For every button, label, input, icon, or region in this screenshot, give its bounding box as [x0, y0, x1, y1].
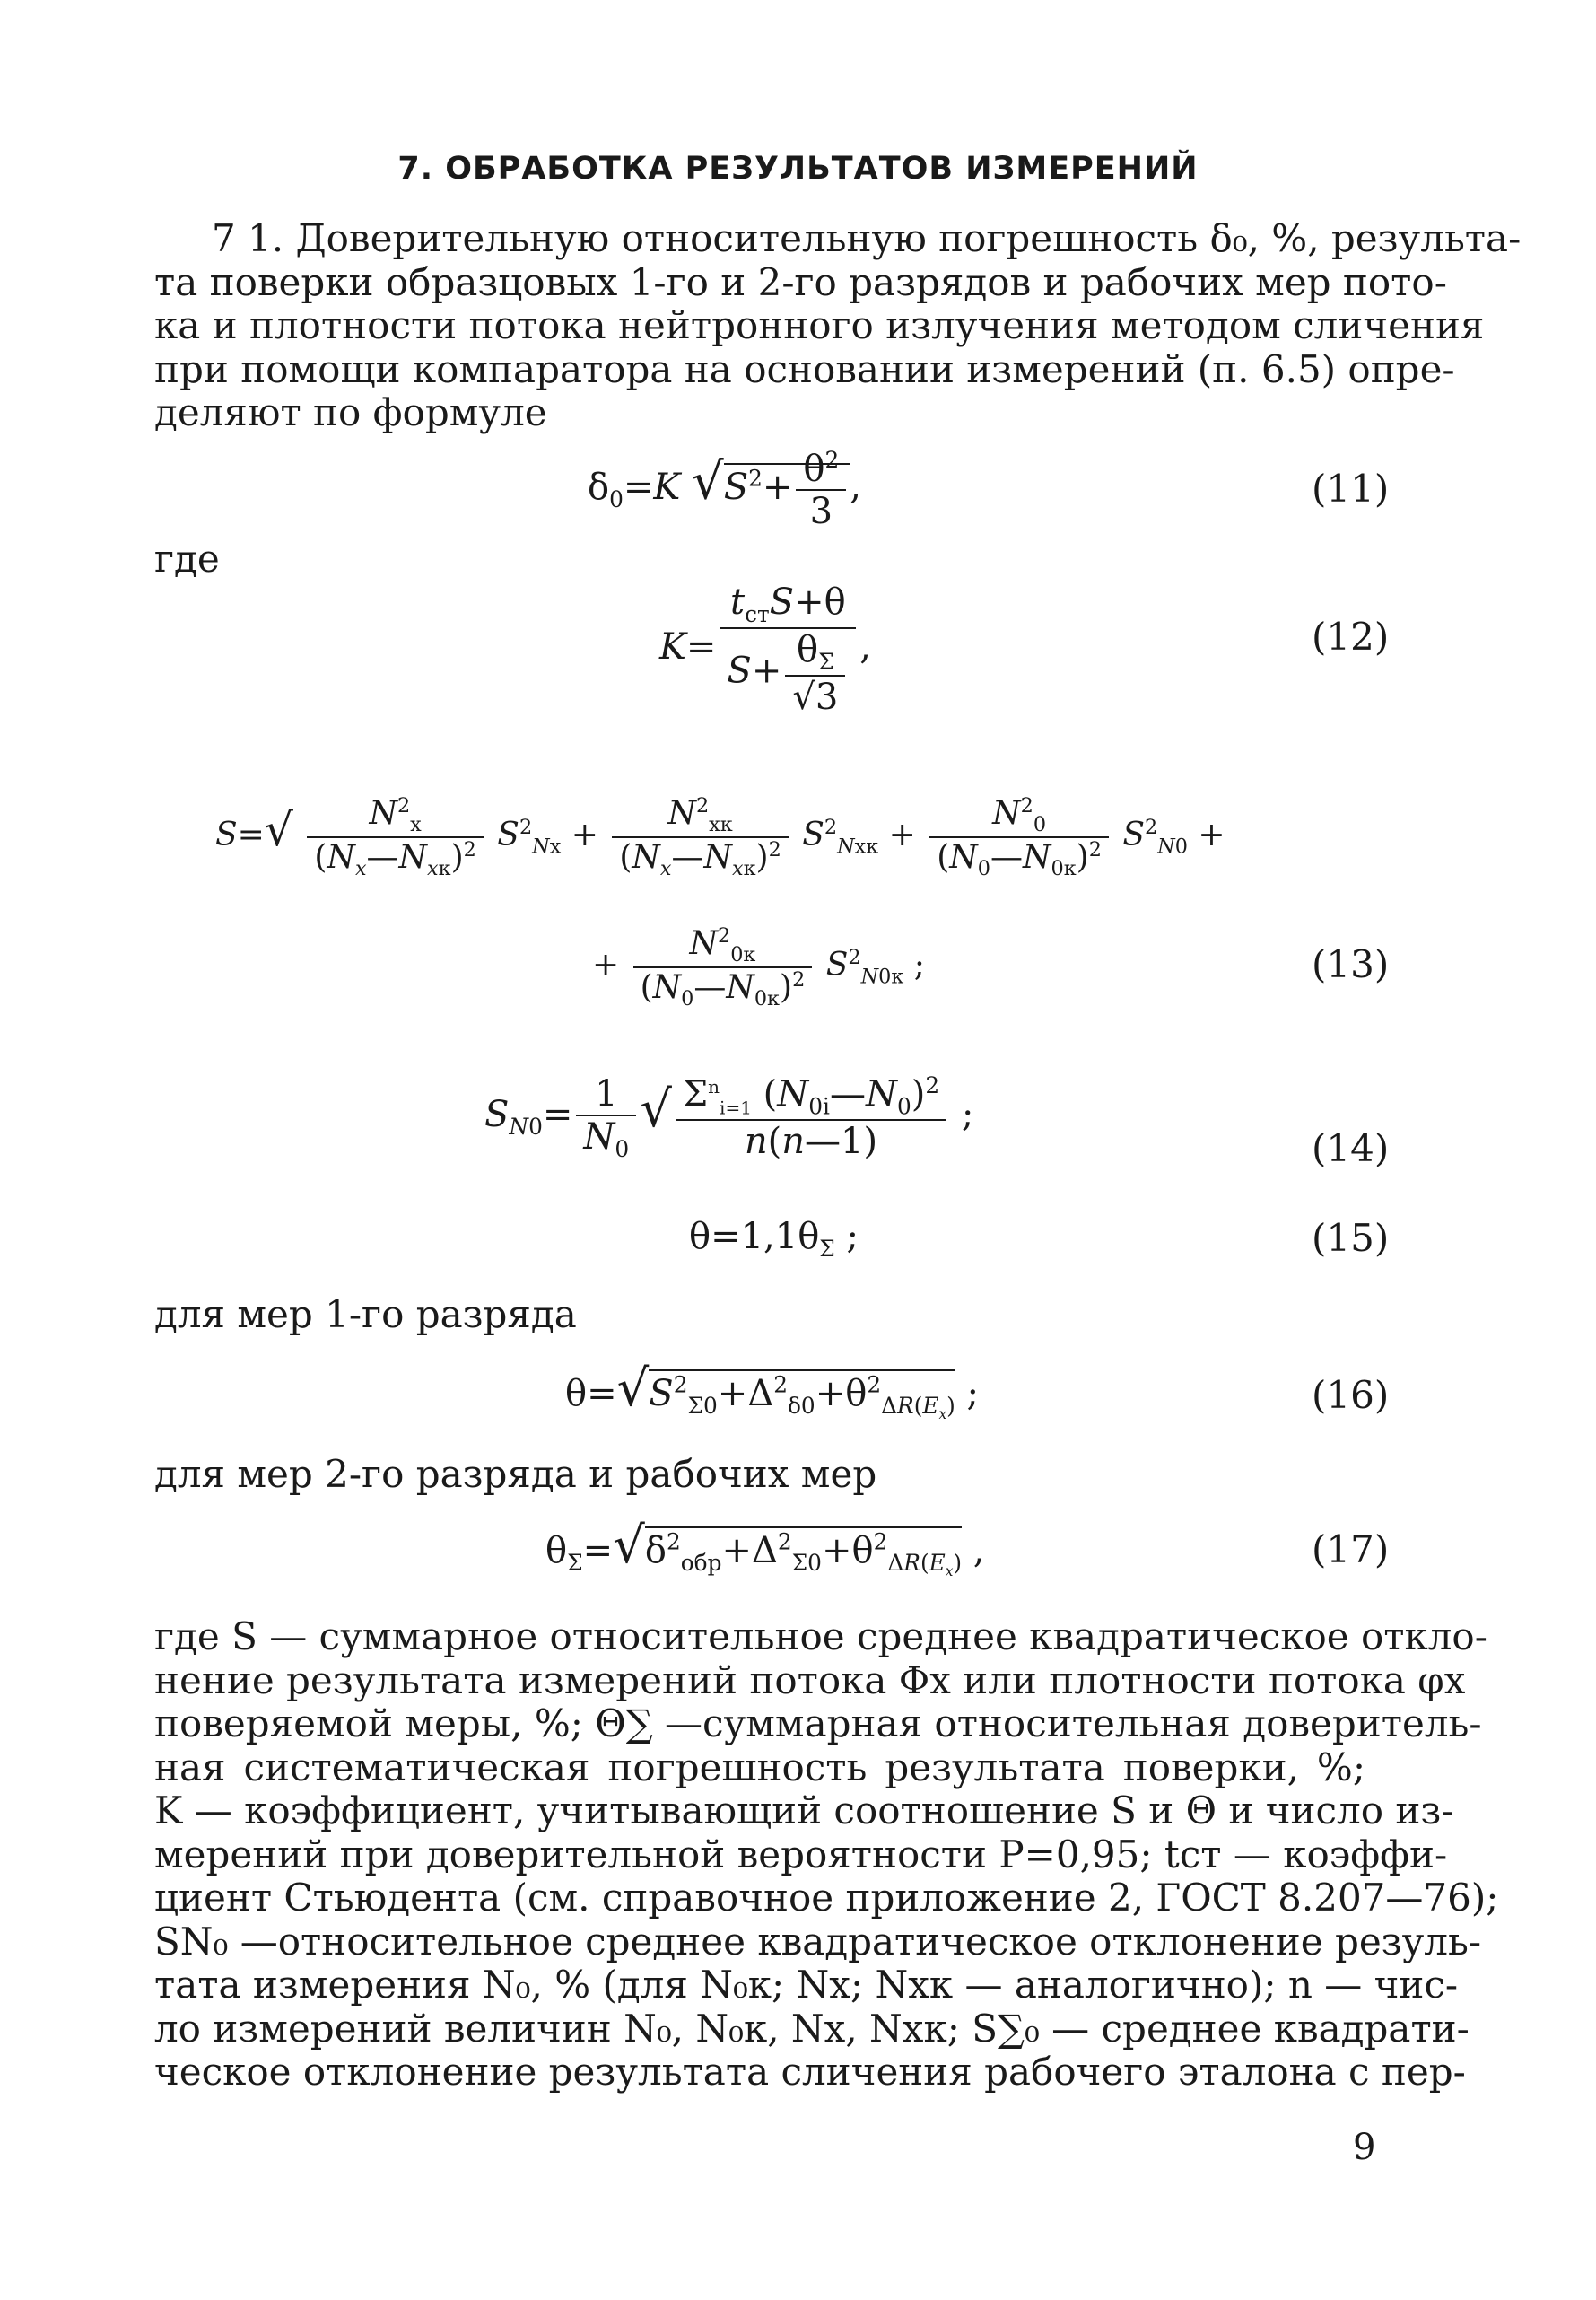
equation-number-13: (13) [1312, 942, 1390, 986]
equation-12: K= $t_{ст}S+\theta$ S+ $\frac{\theta_\Sigma}{√3}$ , [659, 582, 871, 718]
intro-line: деляют по формуле [154, 390, 547, 434]
equation-13-line1: S=√ $\frac{N^2_x}{(N_x—N_{xк})^2}$ $S^2_{Nx}$ + $\frac{N^2_{xк}}{(N_x—N_{xк})^2}$ $S^2_{Nxк}$ + $\frac{N^2_0}{(N_0—N_{0к})^2}$ $S^2_{N0}$ + [215, 794, 1225, 881]
intro-line: ка и плотности потока нейтронного излучения методом сличения [154, 303, 1485, 347]
definition-line: нение результата измерений потока Φx или плотности потока φx [154, 1657, 1466, 1702]
section-heading: 7. ОБРАБОТКА РЕЗУЛЬТАТОВ ИЗМЕРЕНИЙ [397, 151, 1199, 187]
equation-11: $\delta_0=K$ $√S^2+$ $\frac{\theta^2}{3}$ , [588, 447, 861, 533]
intro-line: 7 1. Доверительную относительную погрешность δ₀, %, результа- [212, 216, 1522, 260]
intro-line: та поверки образцовых 1-го и 2-го разрядов и рабочих мер пото- [154, 259, 1447, 304]
equation-number-12: (12) [1312, 615, 1390, 659]
where-label: где [154, 537, 220, 581]
page-number: 9 [1353, 2127, 1376, 2168]
definition-line: циент Стьюдента (см. справочное приложение 2, ГОСТ 8.207—76); [154, 1876, 1499, 1920]
equation-number-17: (17) [1312, 1527, 1390, 1571]
equation-16: $\theta=√S^2_{\Sigma 0}+\Delta^2_{\delta 0}+\theta^2_{\Delta R(E_x)}$ ; [565, 1360, 980, 1422]
definition-line: тата измерения N₀, % (для N₀к; Nx; Nxк — аналогично); n — чис- [154, 1963, 1459, 2007]
label-class-2: для мер 2-го разряда и рабочих мер [154, 1452, 877, 1496]
intro-paragraph [154, 216, 1522, 435]
definitions-paragraph [154, 1614, 1499, 2094]
equation-15-text: θ=1,1θ [689, 1216, 820, 1257]
equation-14: $S_{N0}=$ $\frac{1}{N_0}$ √ $\frac{\Sigma^n_{i=1} (N_{0i}—N_0)^2}{n(n—1)}$ ; [484, 1072, 974, 1163]
equation-number-15: (15) [1312, 1216, 1390, 1260]
definition-line: K — коэффициент, учитывающий соотношение S и Θ и число из- [154, 1788, 1454, 1832]
definition-line: ная систематическая погрешность результата поверки, %; [154, 1745, 1365, 1789]
equation-number-16: (16) [1312, 1373, 1390, 1417]
definition-line: SN₀ —относительное среднее квадратическое отклонение резуль- [154, 1919, 1482, 1963]
definition-line: где S — суммарное относительное среднее квадратическое откло- [154, 1614, 1487, 1658]
equation-13-line2: + $\frac{N^2_{0к}}{(N_0—N_{0к})^2}$ $S^2_{N0к}$ ; [592, 924, 925, 1011]
definition-line: мерений при доверительной вероятности P=0,95; tст — коэффи- [154, 1832, 1448, 1876]
equation-number-11: (11) [1312, 467, 1390, 511]
equation-number-14: (14) [1312, 1126, 1390, 1170]
label-class-1: для мер 1-го разряда [154, 1292, 577, 1336]
intro-line: при помощи компаратора на основании измерений (п. 6.5) опре- [154, 346, 1455, 391]
definition-line: поверяемой меры, %; Θ∑ —суммарная относительная доверитель- [154, 1701, 1482, 1745]
definition-line: ческое отклонение результата сличения рабочего эталона с пер- [154, 2050, 1466, 2094]
definition-line: ло измерений величин N₀, N₀к, Nx, Nxк; S∑₀ — среднее квадрати- [154, 2006, 1470, 2051]
equation-15: $\theta=1,1\theta_\Sigma$ ; [689, 1216, 859, 1262]
equation-17: $\theta_\Sigma=√\delta^2_{обр}+\Delta^2_{\Sigma 0}+\theta^2_{\Delta R(E_x)}$ , [545, 1517, 985, 1579]
